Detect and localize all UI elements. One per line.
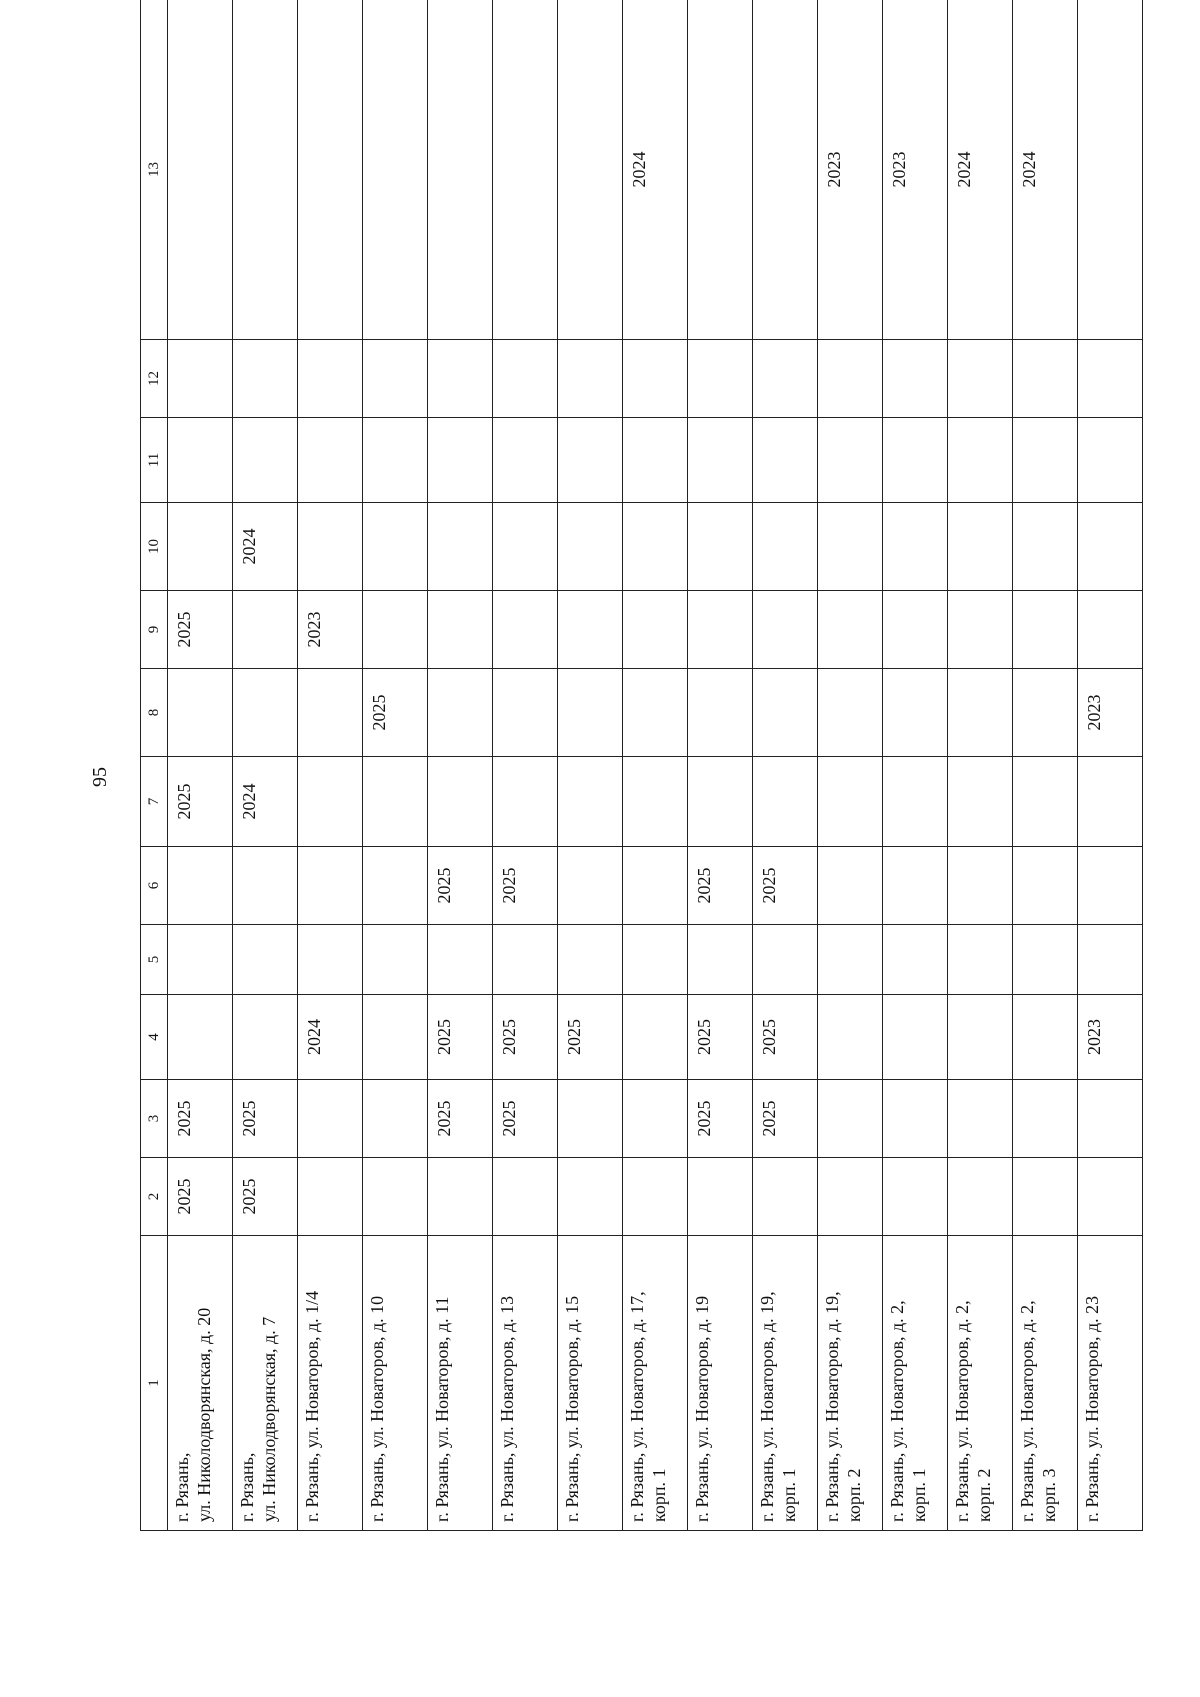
year-cell: 2023	[883, 0, 948, 340]
year-cell	[233, 0, 298, 340]
year-cell	[428, 0, 493, 340]
address-cell: г. Рязань, ул. Новаторов, д. 2, корп. 1	[883, 1236, 948, 1531]
column-header-7: 7	[141, 757, 168, 847]
year-cell	[623, 757, 688, 847]
year-cell	[948, 1080, 1013, 1158]
year-cell	[298, 1158, 363, 1236]
table-row	[428, 0, 493, 1531]
year-cell	[1013, 995, 1078, 1080]
header-row	[141, 0, 168, 1531]
year-cell: 2025	[753, 1080, 818, 1158]
year-cell	[1078, 340, 1143, 418]
year-cell	[883, 1080, 948, 1158]
column-header-3: 3	[141, 1080, 168, 1158]
year-cell	[623, 847, 688, 925]
year-cell	[948, 669, 1013, 757]
year-cell	[428, 925, 493, 995]
year-cell	[1078, 1080, 1143, 1158]
year-cell	[493, 925, 558, 995]
year-cell	[1078, 418, 1143, 503]
year-cell: 2025	[168, 1080, 233, 1158]
address-cell: г. Рязань, ул. Новаторов, д. 10	[363, 1236, 428, 1531]
year-cell	[623, 1080, 688, 1158]
year-cell	[883, 591, 948, 669]
year-cell: 2023	[1078, 995, 1143, 1080]
address-cell: г. Рязань, ул. Новаторов, д. 11	[428, 1236, 493, 1531]
year-cell: 2025	[168, 1158, 233, 1236]
column-header-2: 2	[141, 1158, 168, 1236]
address-cell: г. Рязань, ул. Новаторов, д. 15	[558, 1236, 623, 1531]
address-cell: г. Рязань, ул. Новаторов, д. 2, корп. 3	[1013, 1236, 1078, 1531]
year-cell: 2024	[948, 0, 1013, 340]
year-cell	[883, 503, 948, 591]
year-cell	[558, 1158, 623, 1236]
address-cell: г. Рязань, ул. Новаторов, д. 2, корп. 2	[948, 1236, 1013, 1531]
year-cell	[298, 669, 363, 757]
year-cell	[493, 1158, 558, 1236]
year-cell	[883, 925, 948, 995]
year-cell	[948, 418, 1013, 503]
table-row	[623, 0, 688, 1531]
address-cell: г. Рязань, ул. Новаторов, д. 13	[493, 1236, 558, 1531]
table-row	[233, 0, 298, 1531]
year-cell	[948, 847, 1013, 925]
year-cell	[1013, 340, 1078, 418]
table-row	[168, 0, 233, 1531]
year-cell	[818, 995, 883, 1080]
year-cell	[558, 925, 623, 995]
year-cell	[363, 591, 428, 669]
year-cell	[688, 591, 753, 669]
year-cell	[168, 0, 233, 340]
year-cell	[688, 669, 753, 757]
year-cell	[558, 503, 623, 591]
year-cell	[623, 925, 688, 995]
rotated-table-container	[140, 100, 1104, 1531]
year-cell	[1013, 503, 1078, 591]
address-cell: г. Рязань, ул. Николодворянская, д. 7	[233, 1236, 298, 1531]
year-cell	[818, 925, 883, 995]
year-cell	[1078, 0, 1143, 340]
address-cell: г. Рязань, ул. Новаторов, д. 19, корп. 2	[818, 1236, 883, 1531]
year-cell: 2025	[688, 995, 753, 1080]
year-cell: 2024	[1013, 0, 1078, 340]
year-cell	[558, 1080, 623, 1158]
year-cell	[1078, 503, 1143, 591]
year-cell	[948, 995, 1013, 1080]
address-cell: г. Рязань, ул. Новаторов, д. 23	[1078, 1236, 1143, 1531]
year-cell	[363, 503, 428, 591]
schedule-table	[140, 0, 1143, 1531]
year-cell	[233, 847, 298, 925]
year-cell	[363, 418, 428, 503]
year-cell	[688, 925, 753, 995]
year-cell	[168, 995, 233, 1080]
year-cell	[688, 0, 753, 340]
year-cell	[753, 757, 818, 847]
year-cell	[298, 847, 363, 925]
page-number: 95	[89, 767, 111, 787]
table-row	[818, 0, 883, 1531]
year-cell: 2025	[493, 995, 558, 1080]
table-row	[883, 0, 948, 1531]
table-frame	[140, 100, 1104, 1531]
year-cell: 2025	[168, 591, 233, 669]
year-cell	[233, 995, 298, 1080]
table-row	[948, 0, 1013, 1531]
year-cell	[753, 0, 818, 340]
year-cell	[1078, 847, 1143, 925]
year-cell	[688, 757, 753, 847]
year-cell	[428, 669, 493, 757]
year-cell	[428, 591, 493, 669]
year-cell: 2025	[233, 1080, 298, 1158]
year-cell	[493, 418, 558, 503]
year-cell	[298, 503, 363, 591]
year-cell	[363, 340, 428, 418]
year-cell: 2025	[753, 995, 818, 1080]
year-cell	[298, 925, 363, 995]
year-cell	[1078, 925, 1143, 995]
year-cell: 2025	[493, 847, 558, 925]
table-row	[688, 0, 753, 1531]
year-cell	[363, 995, 428, 1080]
year-cell	[623, 669, 688, 757]
year-cell	[688, 1158, 753, 1236]
year-cell	[558, 0, 623, 340]
year-cell	[363, 1158, 428, 1236]
year-cell	[428, 1158, 493, 1236]
table-row	[753, 0, 818, 1531]
year-cell	[948, 757, 1013, 847]
year-cell	[1013, 925, 1078, 995]
year-cell	[818, 757, 883, 847]
year-cell: 2025	[688, 1080, 753, 1158]
year-cell	[883, 757, 948, 847]
year-cell	[298, 0, 363, 340]
year-cell	[363, 757, 428, 847]
year-cell	[558, 757, 623, 847]
year-cell	[233, 418, 298, 503]
year-cell	[948, 1158, 1013, 1236]
year-cell	[233, 925, 298, 995]
year-cell	[883, 340, 948, 418]
year-cell	[363, 847, 428, 925]
year-cell	[1078, 591, 1143, 669]
year-cell	[1078, 1158, 1143, 1236]
year-cell	[168, 847, 233, 925]
year-cell	[753, 669, 818, 757]
year-cell: 2025	[233, 1158, 298, 1236]
table-row	[298, 0, 363, 1531]
year-cell: 2025	[428, 995, 493, 1080]
year-cell	[883, 418, 948, 503]
year-cell	[623, 340, 688, 418]
year-cell	[818, 669, 883, 757]
year-cell	[1013, 591, 1078, 669]
year-cell: 2025	[688, 847, 753, 925]
year-cell	[818, 503, 883, 591]
year-cell	[558, 340, 623, 418]
year-cell: 2023	[818, 0, 883, 340]
column-header-12: 12	[141, 340, 168, 418]
year-cell	[623, 503, 688, 591]
address-cell: г. Рязань, ул. Новаторов, д. 19	[688, 1236, 753, 1531]
year-cell	[168, 669, 233, 757]
year-cell	[363, 0, 428, 340]
year-cell: 2024	[298, 995, 363, 1080]
year-cell	[818, 418, 883, 503]
year-cell	[1013, 847, 1078, 925]
year-cell	[1078, 757, 1143, 847]
column-header-5: 5	[141, 925, 168, 995]
year-cell: 2025	[428, 1080, 493, 1158]
column-header-1: 1	[141, 1236, 168, 1531]
year-cell	[493, 591, 558, 669]
column-header-11: 11	[141, 418, 168, 503]
table-row	[1013, 0, 1078, 1531]
year-cell	[558, 418, 623, 503]
year-cell	[1013, 1158, 1078, 1236]
year-cell	[298, 757, 363, 847]
year-cell	[688, 340, 753, 418]
year-cell	[883, 847, 948, 925]
year-cell	[168, 418, 233, 503]
year-cell	[493, 757, 558, 847]
year-cell	[1013, 1080, 1078, 1158]
year-cell: 2025	[168, 757, 233, 847]
year-cell	[948, 925, 1013, 995]
year-cell	[818, 1158, 883, 1236]
year-cell	[753, 591, 818, 669]
year-cell: 2023	[298, 591, 363, 669]
year-cell	[688, 418, 753, 503]
year-cell: 2025	[558, 995, 623, 1080]
column-header-9: 9	[141, 591, 168, 669]
address-cell: г. Рязань, ул. Новаторов, д. 1/4	[298, 1236, 363, 1531]
year-cell: 2023	[1078, 669, 1143, 757]
year-cell	[623, 591, 688, 669]
address-cell: г. Рязань, ул. Новаторов, д. 17, корп. 1	[623, 1236, 688, 1531]
year-cell	[753, 925, 818, 995]
year-cell	[948, 503, 1013, 591]
year-cell	[493, 669, 558, 757]
address-cell: г. Рязань, ул. Новаторов, д. 19, корп. 1	[753, 1236, 818, 1531]
year-cell	[298, 340, 363, 418]
year-cell: 2024	[233, 503, 298, 591]
year-cell	[753, 340, 818, 418]
year-cell	[688, 503, 753, 591]
year-cell	[948, 340, 1013, 418]
year-cell: 2025	[493, 1080, 558, 1158]
year-cell	[428, 503, 493, 591]
year-cell	[1013, 418, 1078, 503]
table-row	[493, 0, 558, 1531]
year-cell	[168, 503, 233, 591]
year-cell	[753, 1158, 818, 1236]
year-cell	[493, 503, 558, 591]
column-header-13: 13	[141, 0, 168, 340]
year-cell	[753, 503, 818, 591]
year-cell: 2025	[363, 669, 428, 757]
column-header-10: 10	[141, 503, 168, 591]
year-cell	[428, 757, 493, 847]
year-cell	[1013, 669, 1078, 757]
year-cell: 2025	[428, 847, 493, 925]
year-cell	[623, 1158, 688, 1236]
year-cell	[363, 1080, 428, 1158]
year-cell	[233, 591, 298, 669]
column-header-4: 4	[141, 995, 168, 1080]
year-cell	[818, 847, 883, 925]
year-cell	[493, 340, 558, 418]
table-row	[363, 0, 428, 1531]
year-cell	[363, 925, 428, 995]
year-cell	[948, 591, 1013, 669]
year-cell	[818, 1080, 883, 1158]
year-cell	[818, 591, 883, 669]
year-cell	[168, 340, 233, 418]
year-cell: 2024	[233, 757, 298, 847]
year-cell	[298, 1080, 363, 1158]
column-header-8: 8	[141, 669, 168, 757]
year-cell	[623, 418, 688, 503]
year-cell	[818, 340, 883, 418]
table-row	[558, 0, 623, 1531]
year-cell	[428, 340, 493, 418]
year-cell	[623, 995, 688, 1080]
year-cell: 2025	[753, 847, 818, 925]
table-row	[1078, 0, 1143, 1531]
year-cell	[493, 0, 558, 340]
year-cell	[558, 591, 623, 669]
year-cell	[168, 925, 233, 995]
year-cell	[233, 340, 298, 418]
year-cell	[428, 418, 493, 503]
year-cell: 2024	[623, 0, 688, 340]
address-cell: г. Рязань, ул. Николодворянская, д. 20	[168, 1236, 233, 1531]
year-cell	[753, 418, 818, 503]
column-header-6: 6	[141, 847, 168, 925]
year-cell	[883, 995, 948, 1080]
year-cell	[558, 669, 623, 757]
year-cell	[1013, 757, 1078, 847]
year-cell	[233, 669, 298, 757]
year-cell	[558, 847, 623, 925]
year-cell	[883, 669, 948, 757]
year-cell	[883, 1158, 948, 1236]
year-cell	[298, 418, 363, 503]
